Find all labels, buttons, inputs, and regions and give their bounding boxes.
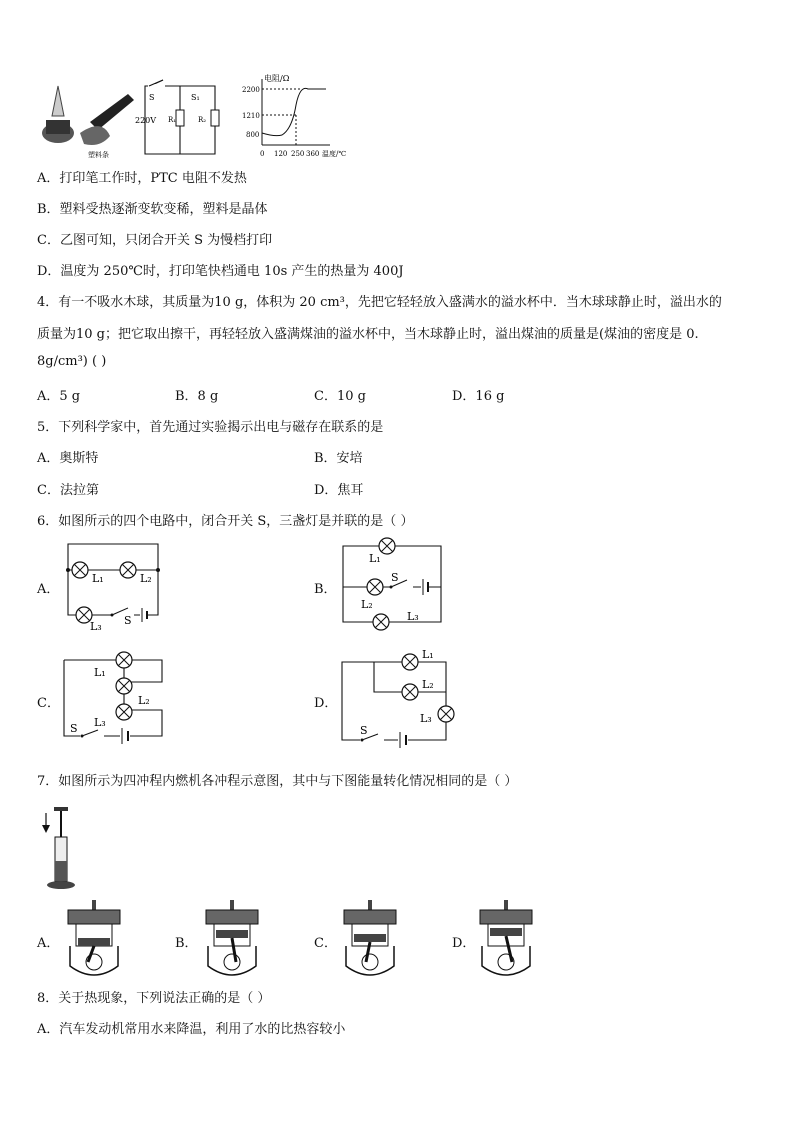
svg-text:S: S [124, 614, 132, 627]
svg-text:L₃: L₃ [420, 712, 432, 725]
svg-text:S: S [391, 571, 399, 584]
q7-stem: 7．如图所示为四冲程内燃机各冲程示意图，其中与下图能量转化情况相同的是（ ） [37, 774, 518, 789]
svg-text:S: S [360, 724, 368, 737]
svg-text:R₁: R₁ [168, 116, 177, 124]
svg-text:L₂: L₂ [138, 694, 150, 707]
q5-option-b: B．安培 [314, 451, 363, 466]
q4-option-d: D．16 g [452, 389, 505, 404]
q6-option-d-label: D． [314, 696, 338, 711]
q7-option-c-label: C． [314, 936, 337, 951]
q3-option-d: D．温度为 250℃时，打印笔快档通电 10s 产生的热量为 400J [37, 264, 404, 279]
svg-text:L₂: L₂ [422, 678, 434, 691]
q6-option-c-label: C． [37, 696, 60, 711]
svg-text:120: 120 [274, 150, 288, 158]
q7-option-a-label: A． [37, 936, 60, 951]
q5-option-d: D．焦耳 [314, 483, 364, 498]
resistance-temperature-graph [230, 74, 347, 160]
ptc-circuit-diagram [135, 78, 230, 158]
q4-stem-line3: 8g/cm³) ( ) [37, 354, 107, 369]
svg-text:800: 800 [246, 131, 260, 139]
svg-text:2200: 2200 [242, 86, 260, 94]
svg-text:360: 360 [306, 150, 320, 158]
q6-circuit-a [60, 540, 170, 635]
q3-option-b: B．塑料受热逐渐变软变稀，塑料是晶体 [37, 202, 268, 217]
svg-text:L₁: L₁ [94, 666, 106, 679]
q5-option-a: A．奥斯特 [37, 451, 99, 466]
engine-stroke-a [62, 900, 132, 980]
q5-stem: 5．下列科学家中，首先通过实验揭示出电与磁存在联系的是 [37, 420, 384, 435]
q6-option-b-label: B． [314, 582, 337, 597]
pen-illustration [40, 78, 135, 160]
q6-option-a-label: A． [37, 582, 60, 597]
svg-text:L₂: L₂ [140, 572, 152, 585]
q6-circuit-b [335, 536, 450, 631]
svg-text:S: S [149, 93, 155, 102]
svg-text:电阻/Ω: 电阻/Ω [264, 74, 290, 83]
svg-text:温度/℃: 温度/℃ [322, 150, 347, 158]
engine-stroke-c [338, 900, 408, 980]
q4-option-a: A．5 g [37, 389, 81, 404]
svg-text:R₂: R₂ [198, 116, 207, 124]
svg-text:L₃: L₃ [94, 716, 106, 729]
svg-text:L₃: L₃ [90, 620, 102, 633]
q6-circuit-d [338, 650, 463, 750]
q4-stem-line2: 质量为10 g；把它取出擦干，再轻轻放入盛满煤油的溢水杯中，当木球静止时，溢出煤油的质量是(煤油的密度是 0. [37, 327, 699, 342]
svg-text:220V: 220V [135, 116, 157, 125]
q3-option-a: A．打印笔工作时，PTC 电阻不发热 [37, 171, 247, 186]
svg-text:0: 0 [260, 150, 265, 158]
svg-text:L₁: L₁ [422, 648, 434, 661]
svg-text:250: 250 [291, 150, 305, 158]
q6-stem: 6．如图所示的四个电路中，闭合开关 S，三盏灯是并联的是（ ） [37, 514, 414, 529]
q7-option-b-label: B． [175, 936, 198, 951]
q3-option-c: C．乙图可知，只闭合开关 S 为慢档打印 [37, 233, 273, 248]
q7-option-d-label: D． [452, 936, 476, 951]
q4-stem-line1: 4．有一不吸水木球，其质量为10 g，体积为 20 cm³，先把它轻轻放入盛满水的溢水杯中．当木球球静止时，溢出水的 [37, 295, 722, 310]
svg-text:1210: 1210 [242, 112, 260, 120]
svg-text:L₁: L₁ [92, 572, 104, 585]
q8-option-a: A．汽车发动机常用水来降温，利用了水的比热容较小 [37, 1022, 346, 1037]
q6-circuit-c [60, 652, 175, 747]
svg-text:S: S [70, 722, 78, 735]
svg-text:L₂: L₂ [361, 598, 373, 611]
svg-text:S₁: S₁ [191, 93, 200, 102]
svg-text:L₃: L₃ [407, 610, 419, 623]
engine-stroke-b [200, 900, 270, 980]
pen-caption: 塑料条 [88, 151, 109, 159]
q8-stem: 8．关于热现象，下列说法正确的是（ ） [37, 991, 271, 1006]
engine-stroke-d [474, 900, 544, 980]
svg-text:L₁: L₁ [369, 552, 381, 565]
air-pump-figure [36, 805, 76, 890]
q4-option-c: C．10 g [314, 389, 366, 404]
q4-option-b: B．8 g [175, 389, 219, 404]
q5-option-c: C．法拉第 [37, 483, 99, 498]
